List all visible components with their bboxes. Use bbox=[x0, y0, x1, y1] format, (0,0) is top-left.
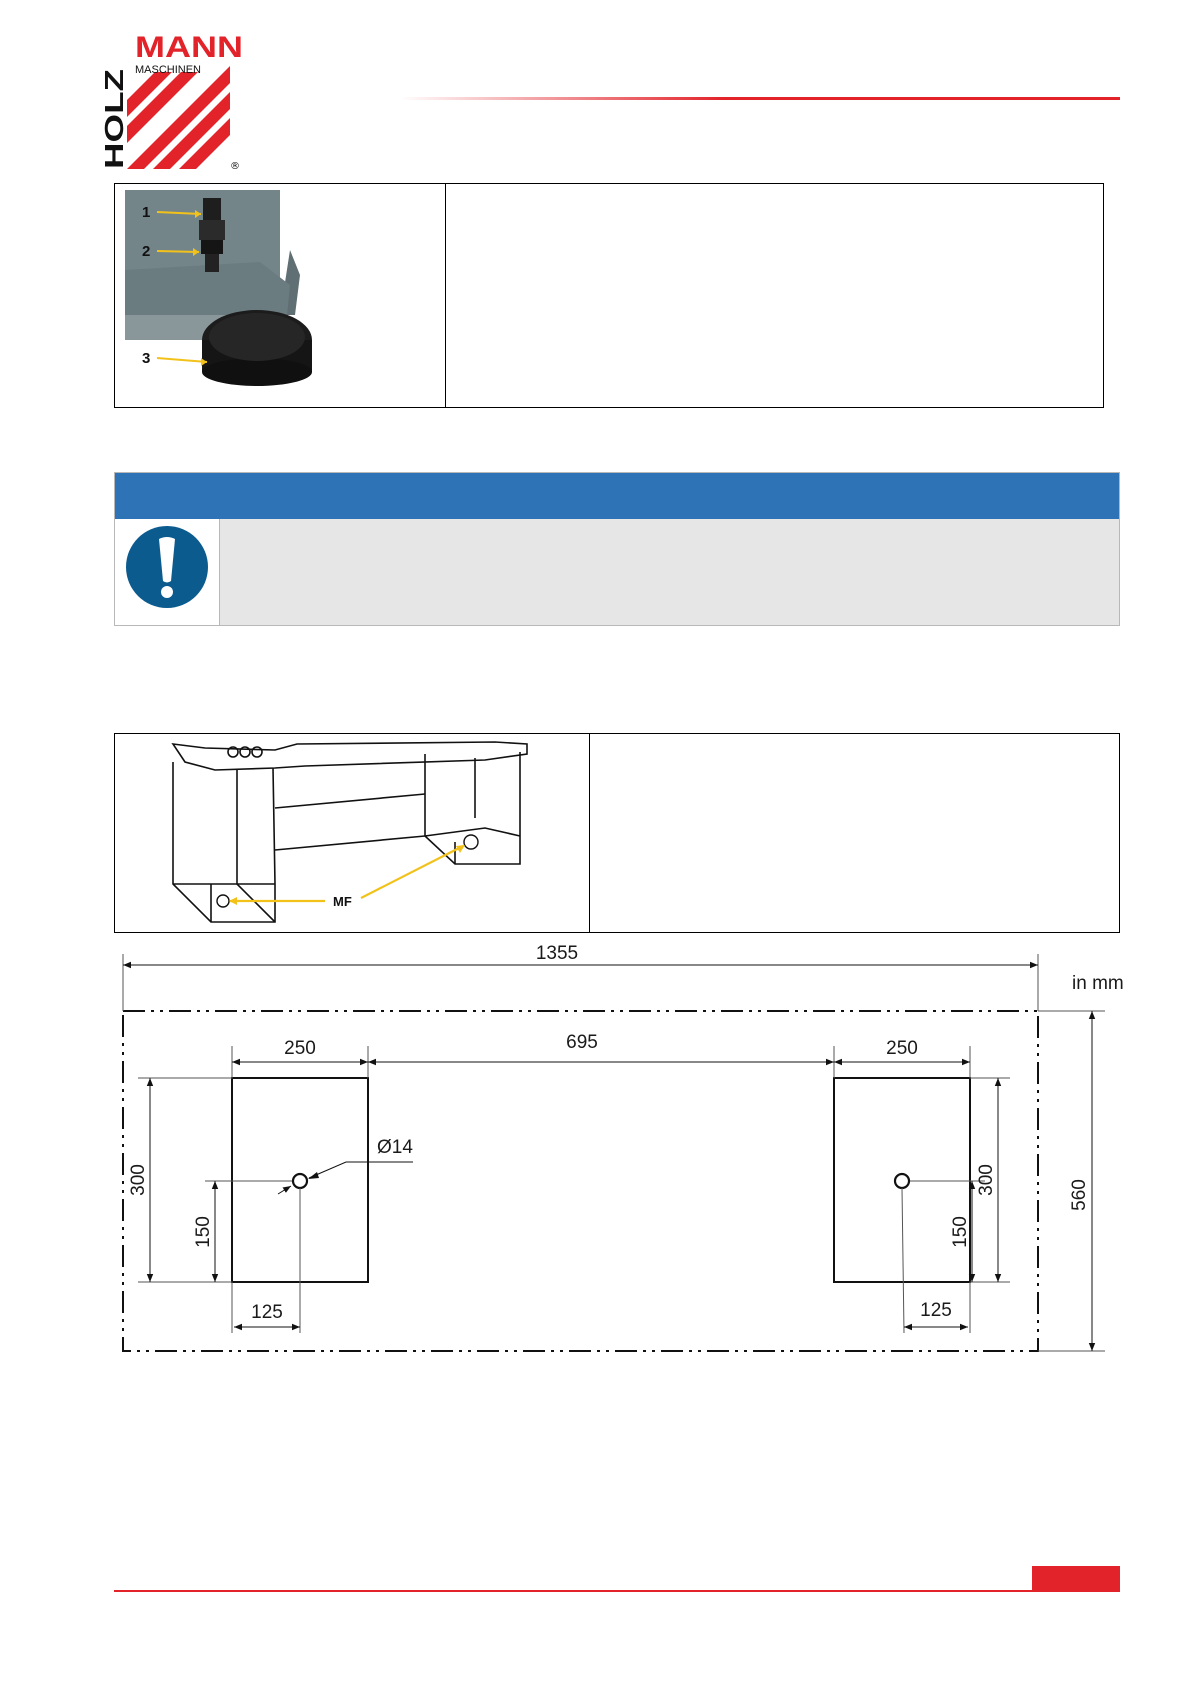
dimension-foot-width-left: 250 bbox=[284, 1038, 316, 1059]
dimension-foot-width-right: 250 bbox=[886, 1038, 918, 1059]
dimension-foot-depth-right: 300 bbox=[976, 1164, 997, 1196]
dimension-total-width: 1355 bbox=[535, 943, 579, 964]
page-number-tab bbox=[1032, 1566, 1120, 1592]
dimension-foot-gap: 695 bbox=[566, 1032, 598, 1053]
callout-1: 1 bbox=[142, 204, 151, 221]
brand-logo bbox=[99, 31, 245, 172]
mounting-hole-left bbox=[293, 1174, 307, 1188]
notice-icon-cell bbox=[115, 519, 220, 625]
table-divider bbox=[589, 734, 590, 932]
notice-box bbox=[114, 472, 1120, 626]
leveling-foot-photo bbox=[125, 190, 430, 402]
figure-table-mounting-holes bbox=[114, 733, 1120, 933]
dimension-hole-offset-y-left: 150 bbox=[193, 1216, 214, 1248]
header-rule bbox=[400, 97, 1120, 100]
mounting-hole-right bbox=[895, 1174, 909, 1188]
brand-vertical: HOLZ bbox=[99, 98, 129, 169]
callout-2: 2 bbox=[142, 243, 151, 260]
dimension-hole-offset-x-right: 125 bbox=[920, 1300, 952, 1321]
figure-table-adjustable-feet bbox=[114, 183, 1104, 408]
foundation-plan-drawing bbox=[110, 940, 1140, 1380]
callout-3: 3 bbox=[142, 350, 151, 367]
dimension-total-depth: 560 bbox=[1069, 1179, 1090, 1211]
dimension-hole-diameter: Ø14 bbox=[377, 1137, 413, 1158]
dimension-hole-offset-x-left: 125 bbox=[251, 1302, 283, 1323]
dimension-hole-offset-y-right: 150 bbox=[950, 1216, 971, 1248]
mounting-foot-label: MF bbox=[333, 894, 352, 909]
dimension-foot-depth-left: 300 bbox=[128, 1164, 149, 1196]
exclamation-icon bbox=[125, 525, 209, 609]
notice-header bbox=[115, 473, 1119, 519]
machine-stand-sketch bbox=[125, 738, 585, 930]
brand-name: MANN bbox=[135, 31, 243, 64]
table-divider bbox=[445, 184, 446, 407]
brand-subtitle: MASCHINEN bbox=[135, 64, 202, 76]
registered-mark: ® bbox=[230, 161, 240, 172]
unit-label: in mm bbox=[1072, 973, 1124, 994]
footer-rule bbox=[114, 1590, 1032, 1592]
